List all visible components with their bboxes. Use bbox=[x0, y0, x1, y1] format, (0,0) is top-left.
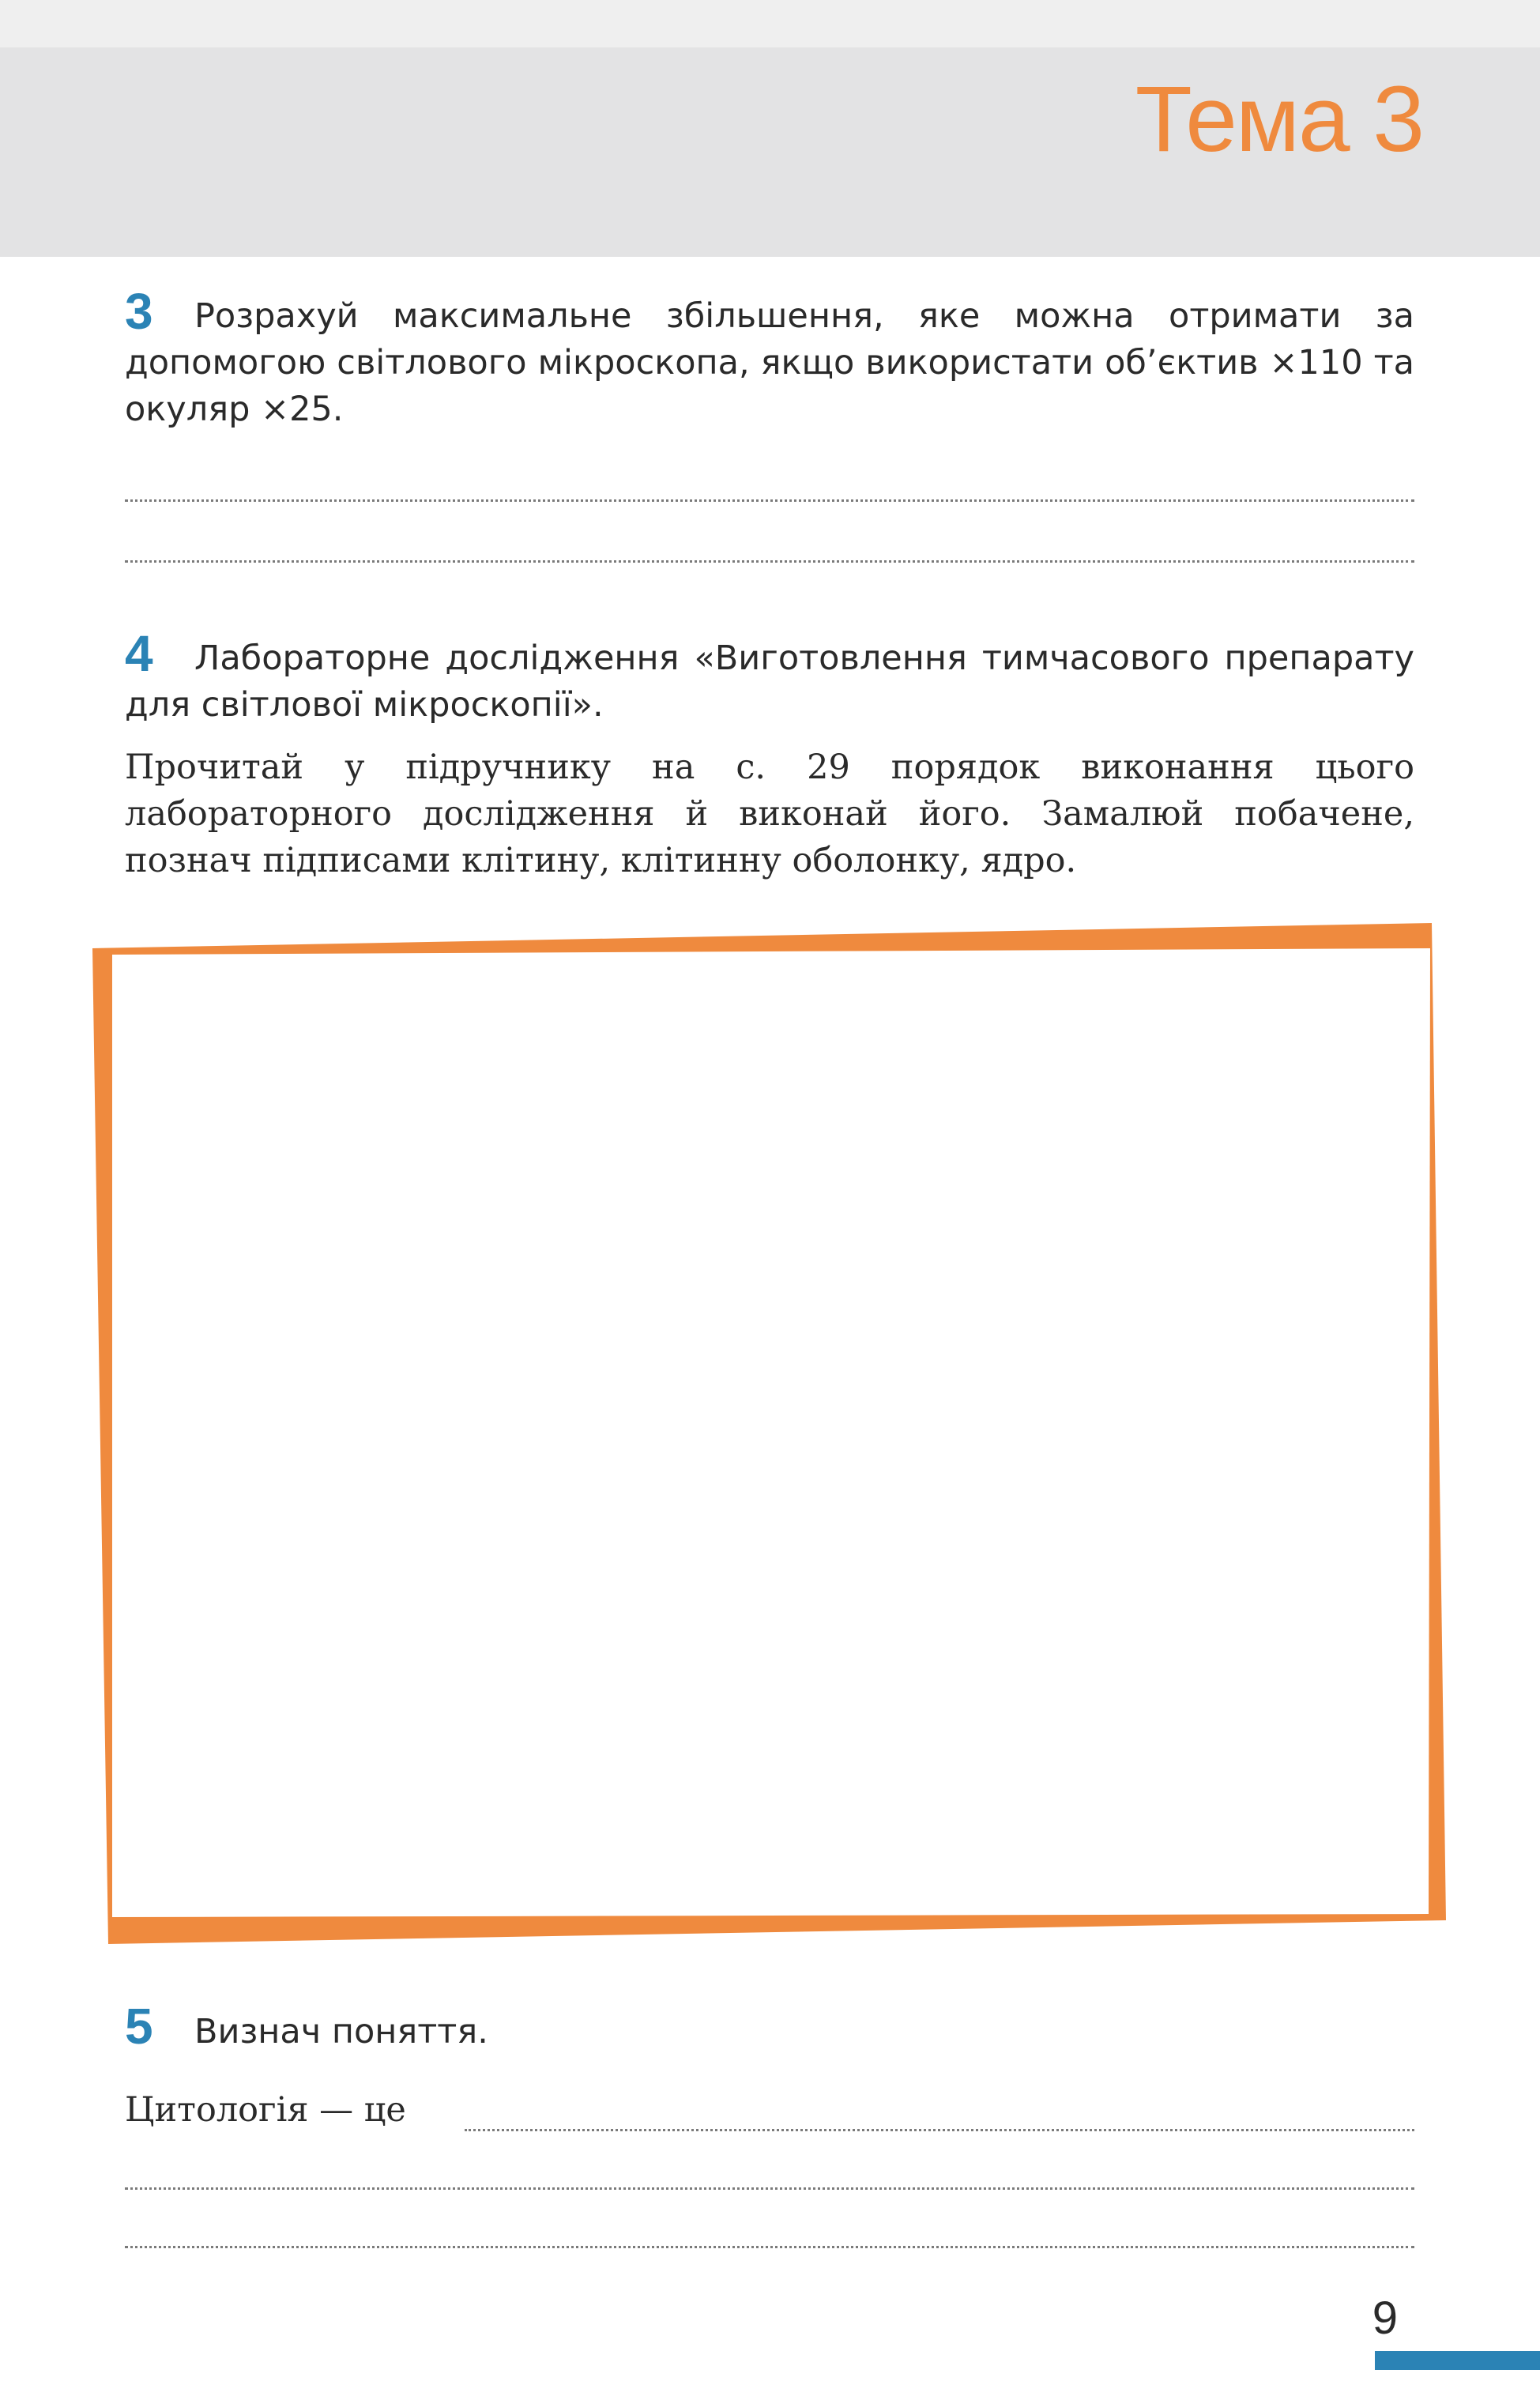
answer-line-3a[interactable] bbox=[125, 499, 1414, 502]
page-number: 9 bbox=[1372, 2292, 1398, 2344]
task-4-instruction: Прочитай у підручнику на с. 29 порядок виконання цього лабораторного дослідження й виконай його. Замалюй побачене, познач підписами клітину, клітинну оболонку, ядро. bbox=[125, 748, 1414, 880]
answer-line-5c[interactable] bbox=[125, 2246, 1414, 2248]
task-3-number: 3 bbox=[125, 283, 153, 340]
definition-label: Цитологія — це bbox=[125, 2090, 406, 2130]
drawing-area[interactable] bbox=[112, 948, 1430, 1917]
task-3-text: Розрахуй максимальне збільшення, яке можна отримати за допомогою світлового мікроскопа, якщо використати об’єктив ×110 та окуляр ×25. bbox=[125, 296, 1414, 429]
top-strip bbox=[0, 0, 1540, 47]
task-5-text: Визнач поняття. bbox=[194, 2012, 488, 2051]
topic-title: Тема 3 bbox=[1135, 67, 1423, 171]
task-5-number: 5 bbox=[125, 1998, 153, 2055]
answer-line-5b[interactable] bbox=[125, 2187, 1414, 2190]
frame-border bbox=[92, 923, 1446, 1944]
task-4-number: 4 bbox=[125, 625, 153, 682]
page-tab bbox=[1375, 2351, 1540, 2370]
task-4-text: Лабораторне дослідження «Виготовлення тимчасового препарату для світлової мікроскопії». bbox=[125, 639, 1414, 725]
answer-line-3b[interactable] bbox=[125, 560, 1414, 563]
answer-line-5a[interactable] bbox=[465, 2129, 1414, 2131]
